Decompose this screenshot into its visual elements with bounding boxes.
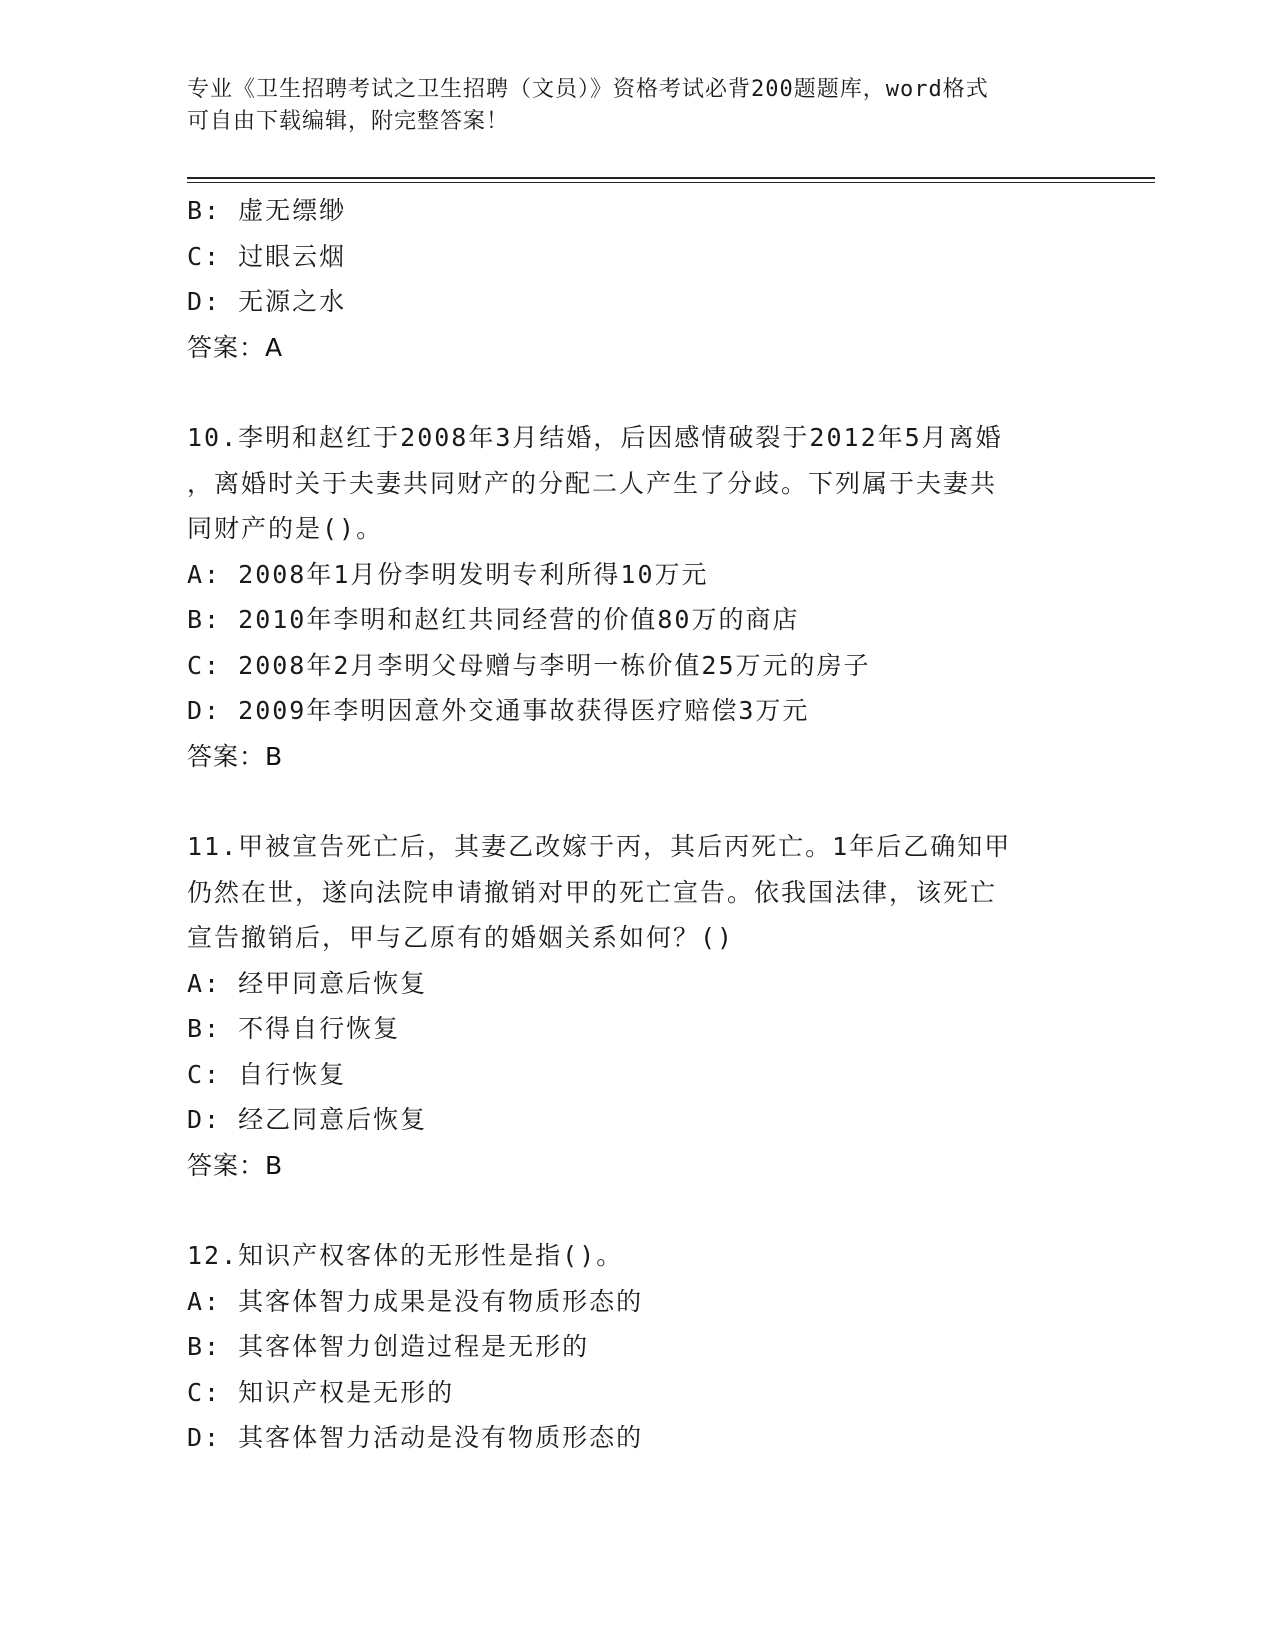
option-d: D: 2009年李明因意外交通事故获得医疗赔偿3万元 [187, 696, 810, 725]
header-line-1: 专业《卫生招聘考试之卫生招聘（文员）》资格考试必背200题题库，word格式 [187, 77, 989, 102]
spacer [187, 1188, 1087, 1233]
option-d: D: 经乙同意后恢复 [187, 1105, 428, 1134]
answer-line: 答案：B [187, 741, 284, 771]
header-divider-thin [187, 182, 1155, 183]
option-d: D: 无源之水 [187, 287, 347, 316]
question-9-tail [187, 188, 1087, 370]
option-c: C: 2008年2月李明父母赠与李明一栋价值25万元的房子 [187, 650, 871, 680]
option-a: A: 2008年1月份李明发明专利所得10万元 [187, 559, 709, 589]
option-c: C: 过眼云烟 [187, 241, 347, 271]
option-a: A: 经甲同意后恢复 [187, 968, 428, 998]
question-stem-line: 12.知识产权客体的无形性是指()。 [187, 1241, 624, 1270]
question-stem-line: 宣告撤销后，甲与乙原有的婚姻关系如何？() [187, 923, 735, 952]
answer-line: 答案：B [187, 1150, 284, 1180]
header-divider-thick [187, 177, 1155, 179]
option-c: C: 自行恢复 [187, 1059, 347, 1089]
spacer [187, 779, 1087, 824]
option-b: B: 2010年李明和赵红共同经营的价值80万的商店 [187, 605, 800, 634]
option-b: B: 虚无缥缈 [187, 196, 347, 225]
option-a: A: 其客体智力成果是没有物质形态的 [187, 1286, 644, 1316]
header-line-2: 可自由下载编辑，附完整答案！ [187, 109, 510, 134]
option-c: C: 知识产权是无形的 [187, 1377, 455, 1407]
spacer [187, 370, 1087, 415]
option-d: D: 其客体智力活动是没有物质形态的 [187, 1423, 644, 1452]
question-stem-line: 11.甲被宣告死亡后，其妻乙改嫁于丙，其后丙死亡。1年后乙确知甲 [187, 832, 1012, 861]
question-stem-line: ，离婚时关于夫妻共同财产的分配二人产生了分歧。下列属于夫妻共 [187, 468, 998, 498]
option-b: B: 其客体智力创造过程是无形的 [187, 1332, 590, 1361]
question-12 [187, 1233, 1087, 1461]
answer-line: 答案：A [187, 332, 284, 362]
question-10 [187, 415, 1087, 779]
question-11 [187, 824, 1087, 1188]
question-stem-line: 同财产的是()。 [187, 514, 384, 543]
question-stem-line: 仍然在世，遂向法院申请撤销对甲的死亡宣告。依我国法律，该死亡 [187, 877, 998, 907]
question-list [187, 188, 1087, 1461]
question-stem-line: 10.李明和赵红于2008年3月结婚，后因感情破裂于2012年5月离婚 [187, 423, 1003, 452]
option-b: B: 不得自行恢复 [187, 1014, 401, 1043]
document-header [187, 74, 1067, 138]
